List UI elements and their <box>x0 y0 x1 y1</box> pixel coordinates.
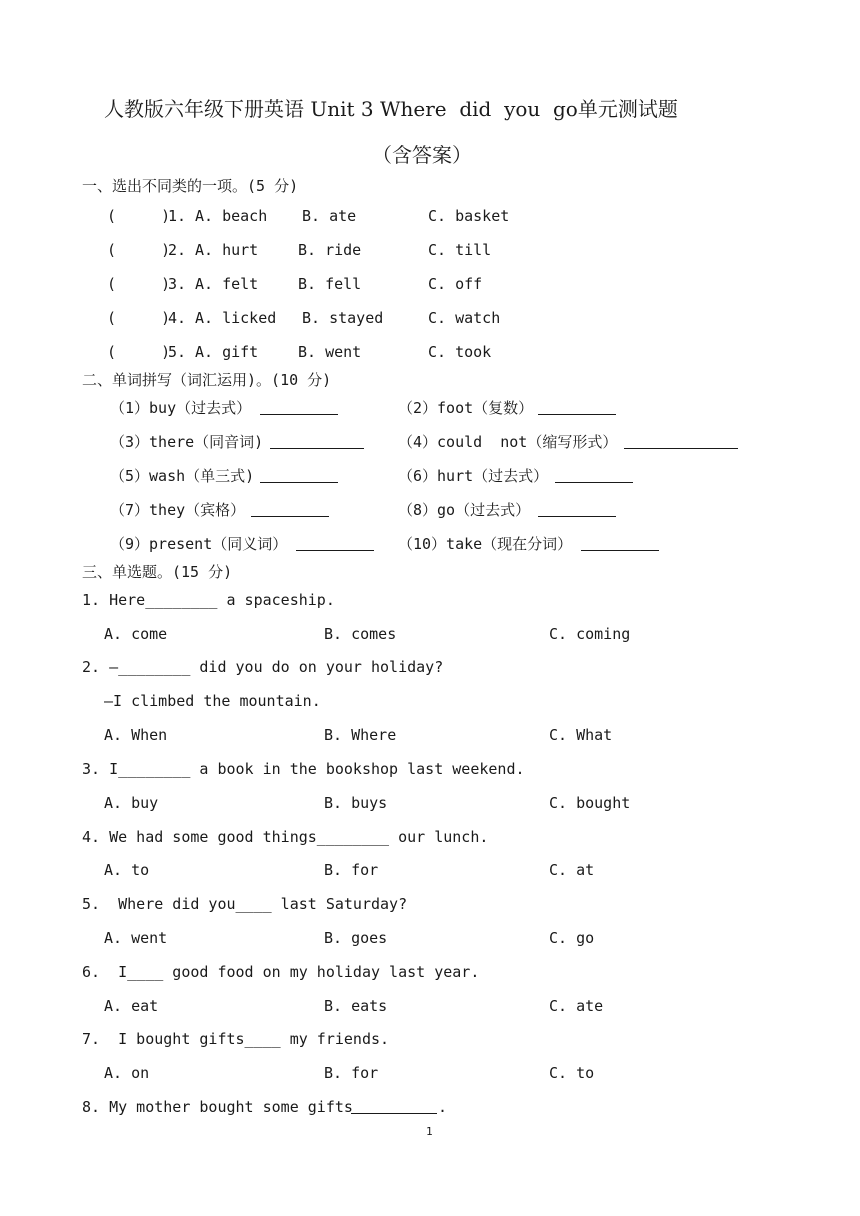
answer-blank[interactable] <box>260 400 338 415</box>
answer-blank[interactable] <box>296 536 374 551</box>
item-number: 1. <box>168 207 187 225</box>
answer-blank[interactable] <box>351 1099 437 1114</box>
option-a: A. to <box>104 861 150 879</box>
item-number: 4. <box>168 309 187 327</box>
option-a: A. licked <box>195 309 277 327</box>
option-b: B. buys <box>324 794 388 812</box>
option-a: A. eat <box>104 997 159 1015</box>
question-stem: 8. My mother bought some gifts <box>82 1098 353 1116</box>
question-stem: 6. I____ good food on my holiday last year. <box>82 963 480 981</box>
spelling-item: （8）go（过去式） <box>398 501 531 519</box>
answer-blank[interactable] <box>581 536 659 551</box>
option-a: A. hurt <box>195 241 259 259</box>
answer-blank[interactable] <box>538 502 616 517</box>
item-number: 5. <box>168 343 187 361</box>
answer-paren: ( ) <box>107 241 171 259</box>
question-stem: 1. Here________ a spaceship. <box>82 591 335 609</box>
option-b: B. ride <box>298 241 362 259</box>
option-a: A. felt <box>195 275 259 293</box>
page-title: 人教版六年级下册英语 Unit 3 Where did you go单元测试题 <box>104 97 678 121</box>
answer-paren: ( ) <box>107 343 171 361</box>
spelling-item: （10）take（现在分词） <box>398 535 573 553</box>
option-b: B. comes <box>324 625 397 643</box>
question-stem: 7. I bought gifts____ my friends. <box>82 1030 390 1048</box>
option-c: C. took <box>428 343 492 361</box>
question-stem: 5. Where did you____ last Saturday? <box>82 895 408 913</box>
option-a: A. went <box>104 929 168 947</box>
option-b: B. Where <box>324 726 397 744</box>
answer-blank[interactable] <box>251 502 329 517</box>
spelling-item: （3）there（同音词) <box>110 433 264 451</box>
section-3-heading: 三、单选题。(15 分) <box>82 563 233 581</box>
section-2-heading: 二、单词拼写（词汇运用)。(10 分) <box>82 371 332 389</box>
spelling-item: （2）foot（复数） <box>398 399 534 417</box>
answer-paren: ( ) <box>107 207 171 225</box>
option-c: C. coming <box>549 625 631 643</box>
item-number: 2. <box>168 241 187 259</box>
answer-blank[interactable] <box>555 468 633 483</box>
item-number: 3. <box>168 275 187 293</box>
option-a: A. buy <box>104 794 159 812</box>
page-subtitle: （含答案） <box>372 143 472 167</box>
option-b: B. for <box>324 1064 379 1082</box>
answer-paren: ( ) <box>107 275 171 293</box>
option-c: C. bought <box>549 794 631 812</box>
spelling-item: （7）they（宾格） <box>110 501 246 519</box>
period: . <box>438 1098 448 1116</box>
question-stem: 4. We had some good things________ our lunch. <box>82 828 489 846</box>
option-a: A. come <box>104 625 168 643</box>
option-c: C. till <box>428 241 492 259</box>
option-c: C. at <box>549 861 595 879</box>
question-stem: 3. I________ a book in the bookshop last weekend. <box>82 760 525 778</box>
option-c: C. to <box>549 1064 595 1082</box>
option-c: C. basket <box>428 207 510 225</box>
spelling-item: （6）hurt（过去式） <box>398 467 549 485</box>
section-1-heading: 一、选出不同类的一项。(5 分) <box>82 177 299 195</box>
option-a: A. gift <box>195 343 259 361</box>
question-stem: 2. —________ did you do on your holiday? <box>82 658 444 676</box>
option-a: A. on <box>104 1064 150 1082</box>
option-c: C. watch <box>428 309 501 327</box>
spelling-item: （1）buy（过去式） <box>110 399 252 417</box>
spelling-item: （5）wash（单三式) <box>110 467 255 485</box>
option-c: C. What <box>549 726 613 744</box>
option-b: B. goes <box>324 929 388 947</box>
option-a: A. When <box>104 726 168 744</box>
answer-paren: ( ) <box>107 309 171 327</box>
option-b: B. for <box>324 861 379 879</box>
answer-blank[interactable] <box>270 434 364 449</box>
option-b: B. went <box>298 343 362 361</box>
spelling-item: （9）present（同义词） <box>110 535 288 553</box>
answer-blank[interactable] <box>538 400 616 415</box>
option-b: B. eats <box>324 997 388 1015</box>
option-c: C. ate <box>549 997 604 1015</box>
question-stem-answer: —I climbed the mountain. <box>104 692 321 710</box>
spelling-item: （4）could not（缩写形式） <box>398 433 618 451</box>
page-number: 1 <box>426 1125 433 1138</box>
answer-blank[interactable] <box>624 434 738 449</box>
option-c: C. go <box>549 929 595 947</box>
option-b: B. ate <box>302 207 357 225</box>
option-b: B. stayed <box>302 309 384 327</box>
option-c: C. off <box>428 275 483 293</box>
option-a: A. beach <box>195 207 268 225</box>
option-b: B. fell <box>298 275 362 293</box>
answer-blank[interactable] <box>260 468 338 483</box>
